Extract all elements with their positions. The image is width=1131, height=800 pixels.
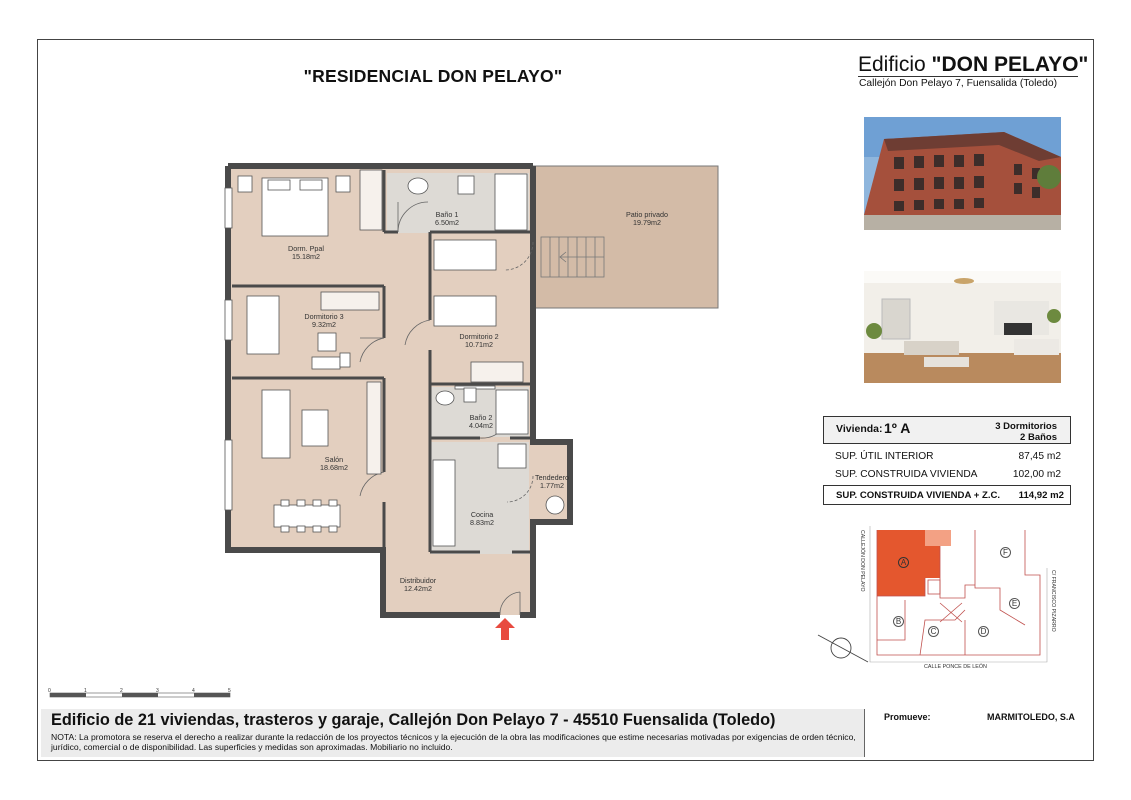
block-e: E [1009,598,1020,609]
building-prefix: Edificio [858,53,932,76]
sup-util-label: SUP. ÚTIL INTERIOR [835,451,934,462]
room-name: Dorm. Ppal [288,244,324,253]
page-title: "RESIDENCIAL DON PELAYO" [303,66,563,86]
vivienda-value: 1º A [884,420,911,436]
room-name: Tendedero [535,473,569,482]
room-area: 8.83m2 [470,518,494,528]
promueve-value: MARMITOLEDO, S.A [987,712,1075,722]
street-left-label: CALLEJÓN DON PELAYO [859,530,865,592]
footer-bar [41,709,1088,757]
street-bottom-label: CALLE PONCE DE LEÓN [924,664,987,670]
sup-const-value: 102,00 m2 [1012,469,1061,480]
block-f: F [1000,547,1011,558]
room-name: Baño 1 [435,210,459,219]
room-area: 9.32m2 [312,320,336,330]
room-area: 19.79m2 [633,218,661,228]
room-area: 1.77m2 [540,481,564,491]
scale-tick: 0 [48,688,51,694]
footer-note: NOTA: La promotora se reserva el derecho a realizar durante la redacción de los proyectos técnicos y la ejecución de la obra las modificaciones que estime necesarias motivadas por exigencias de orden técnico, jurídico, comercial o de disponibilidad. Las superficies y medidas son aproximadas. Mobiliario no incluido. [51,732,856,753]
sup-total-label: SUP. CONSTRUIDA VIVIENDA + Z.C. [836,490,1001,501]
dormitorios-count: 3 Dormitorios [995,421,1057,432]
scale-tick: 3 [156,688,159,694]
scale-tick: 5 [228,688,231,694]
block-d: D [978,626,989,637]
scale-tick: 1 [84,688,87,694]
street-right-label: C/ FRANCISCO PIZARRO [1050,570,1056,632]
room-bano1 [422,211,472,228]
block-c: C [928,626,939,637]
scale-tick: 2 [120,688,123,694]
room-area: 18.68m2 [320,463,348,473]
room-area: 15.18m2 [292,252,320,262]
room-area: 6.50m2 [435,218,459,228]
room-tendedero [527,474,577,491]
room-area: 12.42m2 [404,584,432,594]
room-distribuidor [388,577,448,594]
sup-total-value: 114,92 m2 [1018,490,1064,501]
room-patio [612,211,682,228]
room-salon [304,456,364,473]
room-name: Patio privado [626,210,668,219]
banos-count: 2 Baños [1020,432,1057,443]
room-dorm3 [294,313,354,330]
promueve-label: Promueve: [884,712,931,722]
room-area: 4.04m2 [469,421,493,431]
footer-left [41,709,865,757]
room-name: Cocina [470,510,494,519]
block-b: B [893,616,904,627]
vivienda-label: Vivienda: [836,423,883,435]
sup-util-value: 87,45 m2 [1018,451,1061,462]
room-bano2 [456,414,506,431]
scale-tick: 4 [192,688,195,694]
room-name: Distribuidor [399,576,437,585]
building-name: "DON PELAYO" [931,53,1089,76]
building-address: Callejón Don Pelayo 7, Fuensalida (Toledo) [859,78,1058,89]
room-area: 10.71m2 [465,340,493,350]
room-dorm2 [449,333,509,350]
footer-title: Edificio de 21 viviendas, trasteros y garaje, Callejón Don Pelayo 7 - 45510 Fuensalida (Toledo) [51,711,776,729]
room-name: Baño 2 [469,413,493,422]
room-name: Salón [324,455,344,464]
sup-const-label: SUP. CONSTRUIDA VIVIENDA [835,469,978,480]
room-name: Dormitorio 3 [304,312,344,321]
room-cocina [457,511,507,528]
block-a: A [898,557,909,568]
room-name: Dormitorio 2 [459,332,499,341]
room-dorm-ppal [276,245,336,262]
